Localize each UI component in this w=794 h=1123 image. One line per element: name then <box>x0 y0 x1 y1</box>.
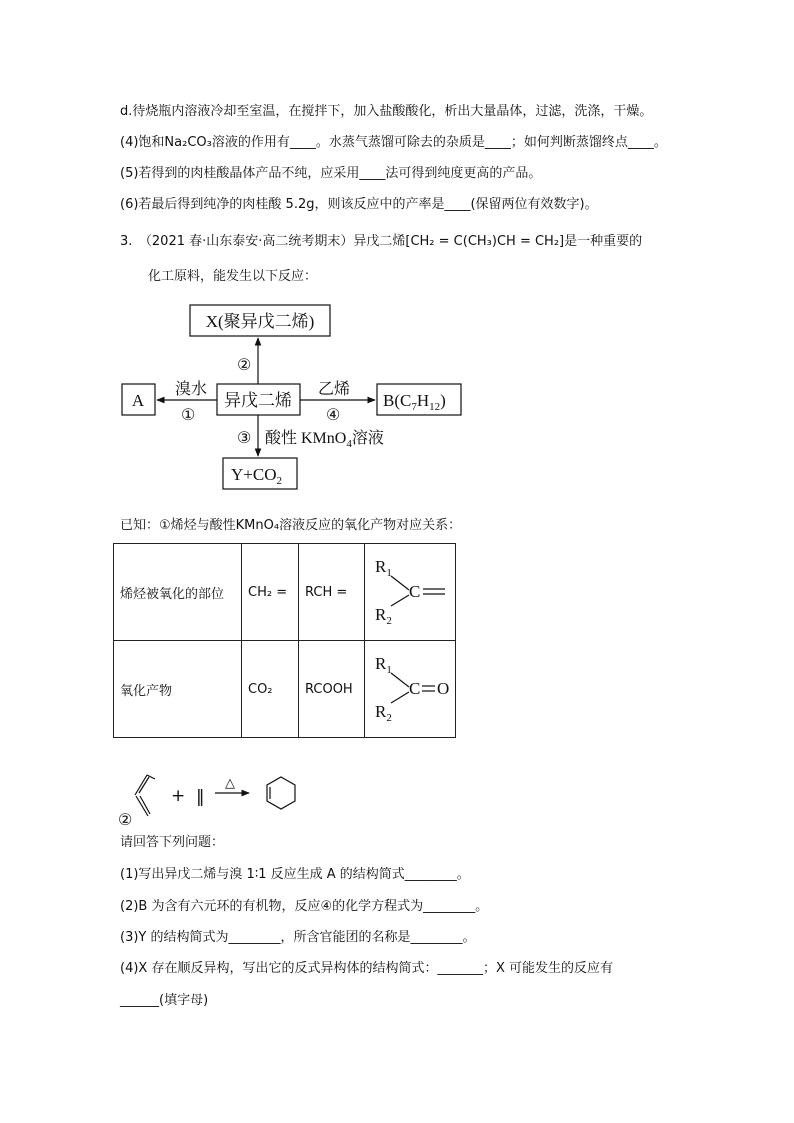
cell-ch2: CH₂ = <box>242 544 299 641</box>
table-head-oxidized-site: 烯烃被氧化的部位 <box>114 544 242 641</box>
diels-alder-reaction <box>115 768 315 830</box>
table-row <box>114 544 456 641</box>
cell-rcooh: RCOOH <box>299 641 365 738</box>
r1-label: $R_1$ <box>375 654 392 676</box>
cell-rch: RCH = <box>299 544 365 641</box>
problem-3-intro: 3. （2021 春·山东泰安·高二统考期末）异戊二烯[CH₂ = C(CH₃)CH = CH₂]是一种重要的 <box>120 234 643 249</box>
carbon-label: C <box>409 582 421 601</box>
bond-r1 <box>391 576 409 590</box>
plus-sign: + <box>171 786 186 806</box>
answer-question-1: (1)写出异戊二烯与溴 1∶1 反应生成 A 的结构简式________。 <box>120 867 470 882</box>
table-head-product: 氧化产物 <box>114 641 242 738</box>
box-isoprene-label: 异戊二烯 <box>224 391 292 410</box>
box-a-label: A <box>131 391 145 410</box>
cyclohexene-structure <box>267 777 295 809</box>
bond-r1 <box>391 673 409 687</box>
label-3: ③ <box>237 430 252 447</box>
cell-r1r2c <box>365 544 456 641</box>
label-4: ④ <box>326 407 341 424</box>
reaction-diagram <box>115 300 475 495</box>
label-bromine: 溴水 <box>175 381 208 398</box>
question-6: (6)若最后得到纯净的肉桂酸 5.2g，则该反应中的产率是____(保留两位有效数字)。 <box>120 197 598 212</box>
problem-3-intro-cont: 化工原料，能发生以下反应： <box>148 269 318 284</box>
reaction-2-number: ② <box>118 812 133 829</box>
ethylene-double-bond: ‖ <box>196 787 205 807</box>
heat-symbol: △ <box>225 776 235 791</box>
answer-question-4: (4)X 存在顺反异构，写出它的反式异构体的结构简式：_______；X 可能发生的反应有 <box>120 961 613 976</box>
label-kmno4: 酸性 KMnO$_4$溶液 <box>265 430 384 450</box>
label-1: ① <box>181 407 196 424</box>
bond-r2 <box>391 595 409 606</box>
structure-r1r2c-alkene <box>365 544 455 636</box>
cell-co2: CO₂ <box>242 641 299 738</box>
question-4: (4)饱和Na₂CO₃溶液的作用有____。水蒸气蒸馏可除去的杂质是____；如何判断蒸馏终点____。 <box>120 135 667 150</box>
r2-label: $R_2$ <box>375 702 392 724</box>
butadiene-structure <box>135 775 155 816</box>
r2-label: $R_2$ <box>375 605 392 627</box>
box-x-label: X(聚异戊二烯) <box>205 312 315 331</box>
carbon-label: C <box>409 679 421 698</box>
box-b-label: $B(C_7H_{12})$ <box>383 391 446 413</box>
label-2: ② <box>237 357 252 374</box>
structure-r1r2c-ketone <box>365 641 455 733</box>
box-y-label: $Y+CO_2$ <box>231 465 282 487</box>
question-5: (5)若得到的肉桂酸晶体产品不纯，应采用____法可得到纯度更高的产品。 <box>120 166 542 181</box>
r1-label: $R_1$ <box>375 557 392 579</box>
cell-ketone <box>365 641 456 738</box>
bond-r2 <box>391 692 409 703</box>
oxidation-table <box>113 543 456 738</box>
answer-question-2: (2)B 为含有六元环的有机物，反应④的化学方程式为________。 <box>120 899 489 914</box>
label-ethylene: 乙烯 <box>318 381 351 398</box>
answer-question-4-cont: ______(填字母) <box>120 993 209 1008</box>
prompt-answer: 请回答下列问题： <box>120 835 225 850</box>
oxygen-label: O <box>437 679 450 698</box>
known-condition: 已知：①烯烃与酸性KMnO₄溶液反应的氧化产物对应关系： <box>120 518 462 533</box>
answer-question-3: (3)Y 的结构简式为________，所含官能团的名称是________。 <box>120 930 476 945</box>
text-step-d: d.待烧瓶内溶液冷却至室温，在搅拌下，加入盐酸酸化，析出大量晶体，过滤，洗涤，干燥。 <box>120 104 653 119</box>
table-row <box>114 641 456 738</box>
